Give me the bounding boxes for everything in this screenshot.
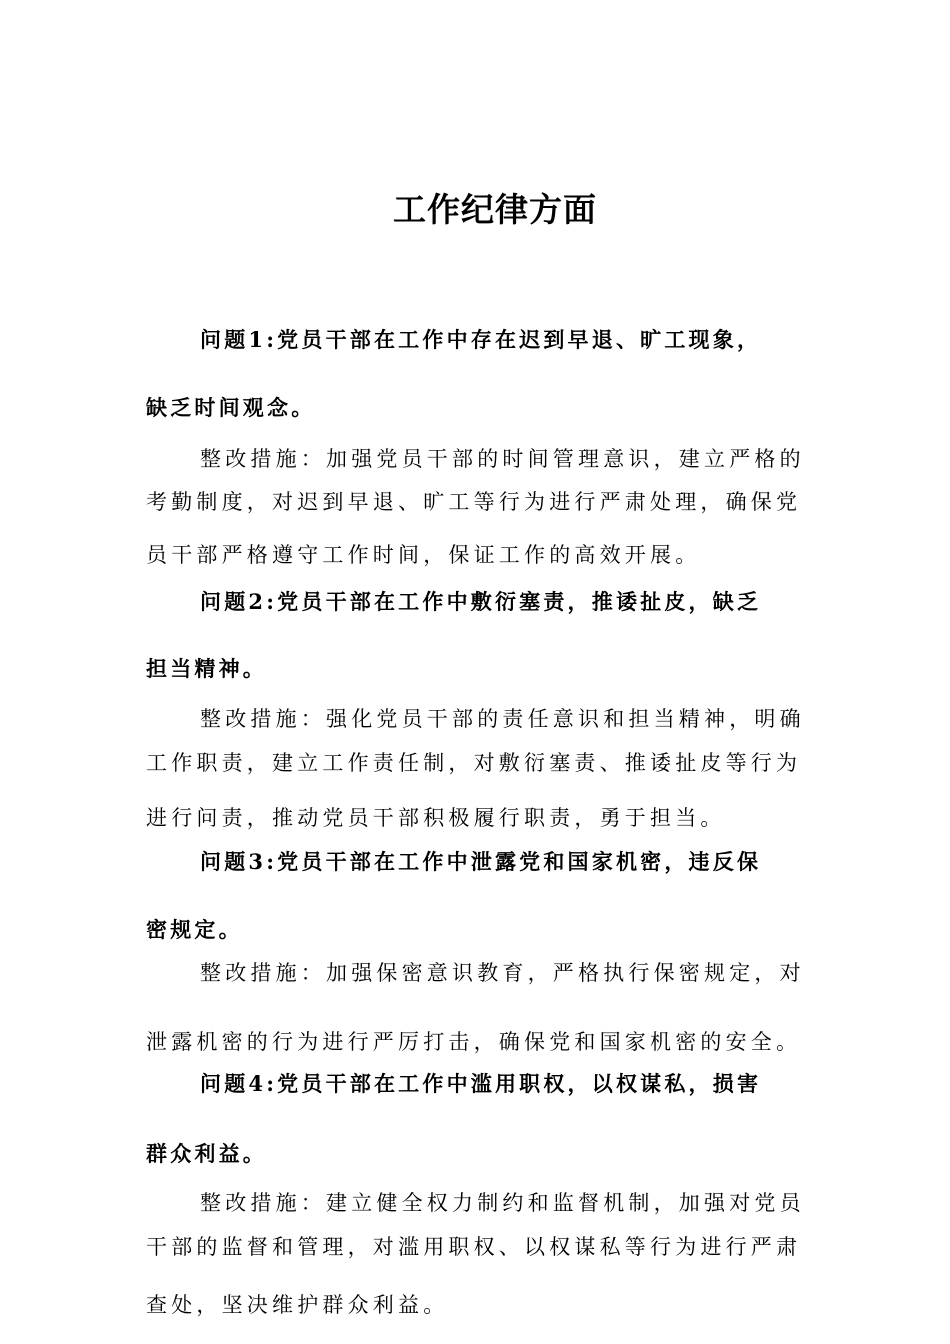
page-title: 工作纪律方面 (393, 190, 597, 229)
measure-2-line-3: 进行问责，推动党员干部积极履行职责，勇于担当。 (146, 806, 726, 830)
question-2-line-1: 问题2:党员干部在工作中敷衍塞责，推诿扯皮，缺乏 (200, 589, 762, 614)
measure-3-line-1: 整改措施：加强保密意识教育，严格执行保密规定，对 (200, 961, 805, 985)
question-4-line-1: 问题4:党员干部在工作中滥用职权，以权谋私，损害 (200, 1071, 762, 1096)
question-3-line-2: 密规定。 (146, 917, 243, 942)
measure-2-line-2: 工作职责，建立工作责任制，对敷衍塞责、推诿扯皮等行为 (146, 751, 802, 775)
measure-4-line-3: 查处，坚决维护群众利益。 (146, 1293, 449, 1317)
measure-1-line-2: 考勤制度，对迟到早退、旷工等行为进行严肃处理，确保党 (146, 490, 802, 514)
question-2-line-2: 担当精神。 (146, 656, 267, 681)
question-4-line-2: 群众利益。 (146, 1141, 267, 1166)
measure-1-line-3: 员干部严格遵守工作时间，保证工作的高效开展。 (146, 543, 701, 567)
question-1-line-1: 问题1:党员干部在工作中存在迟到早退、旷工现象， (200, 327, 762, 352)
measure-1-line-1: 整改措施：加强党员干部的时间管理意识，建立严格的 (200, 447, 805, 471)
measure-2-line-1: 整改措施：强化党员干部的责任意识和担当精神，明确 (200, 707, 805, 731)
measure-4-line-1: 整改措施：建立健全权力制约和监督机制，加强对党员 (200, 1191, 805, 1215)
measure-4-line-2: 干部的监督和管理，对滥用职权、以权谋私等行为进行严肃 (146, 1235, 802, 1259)
question-1-line-2: 缺乏时间观念。 (146, 395, 316, 420)
measure-3-line-2: 泄露机密的行为进行严厉打击，确保党和国家机密的安全。 (146, 1030, 802, 1054)
question-3-line-1: 问题3:党员干部在工作中泄露党和国家机密，违反保 (200, 849, 762, 874)
